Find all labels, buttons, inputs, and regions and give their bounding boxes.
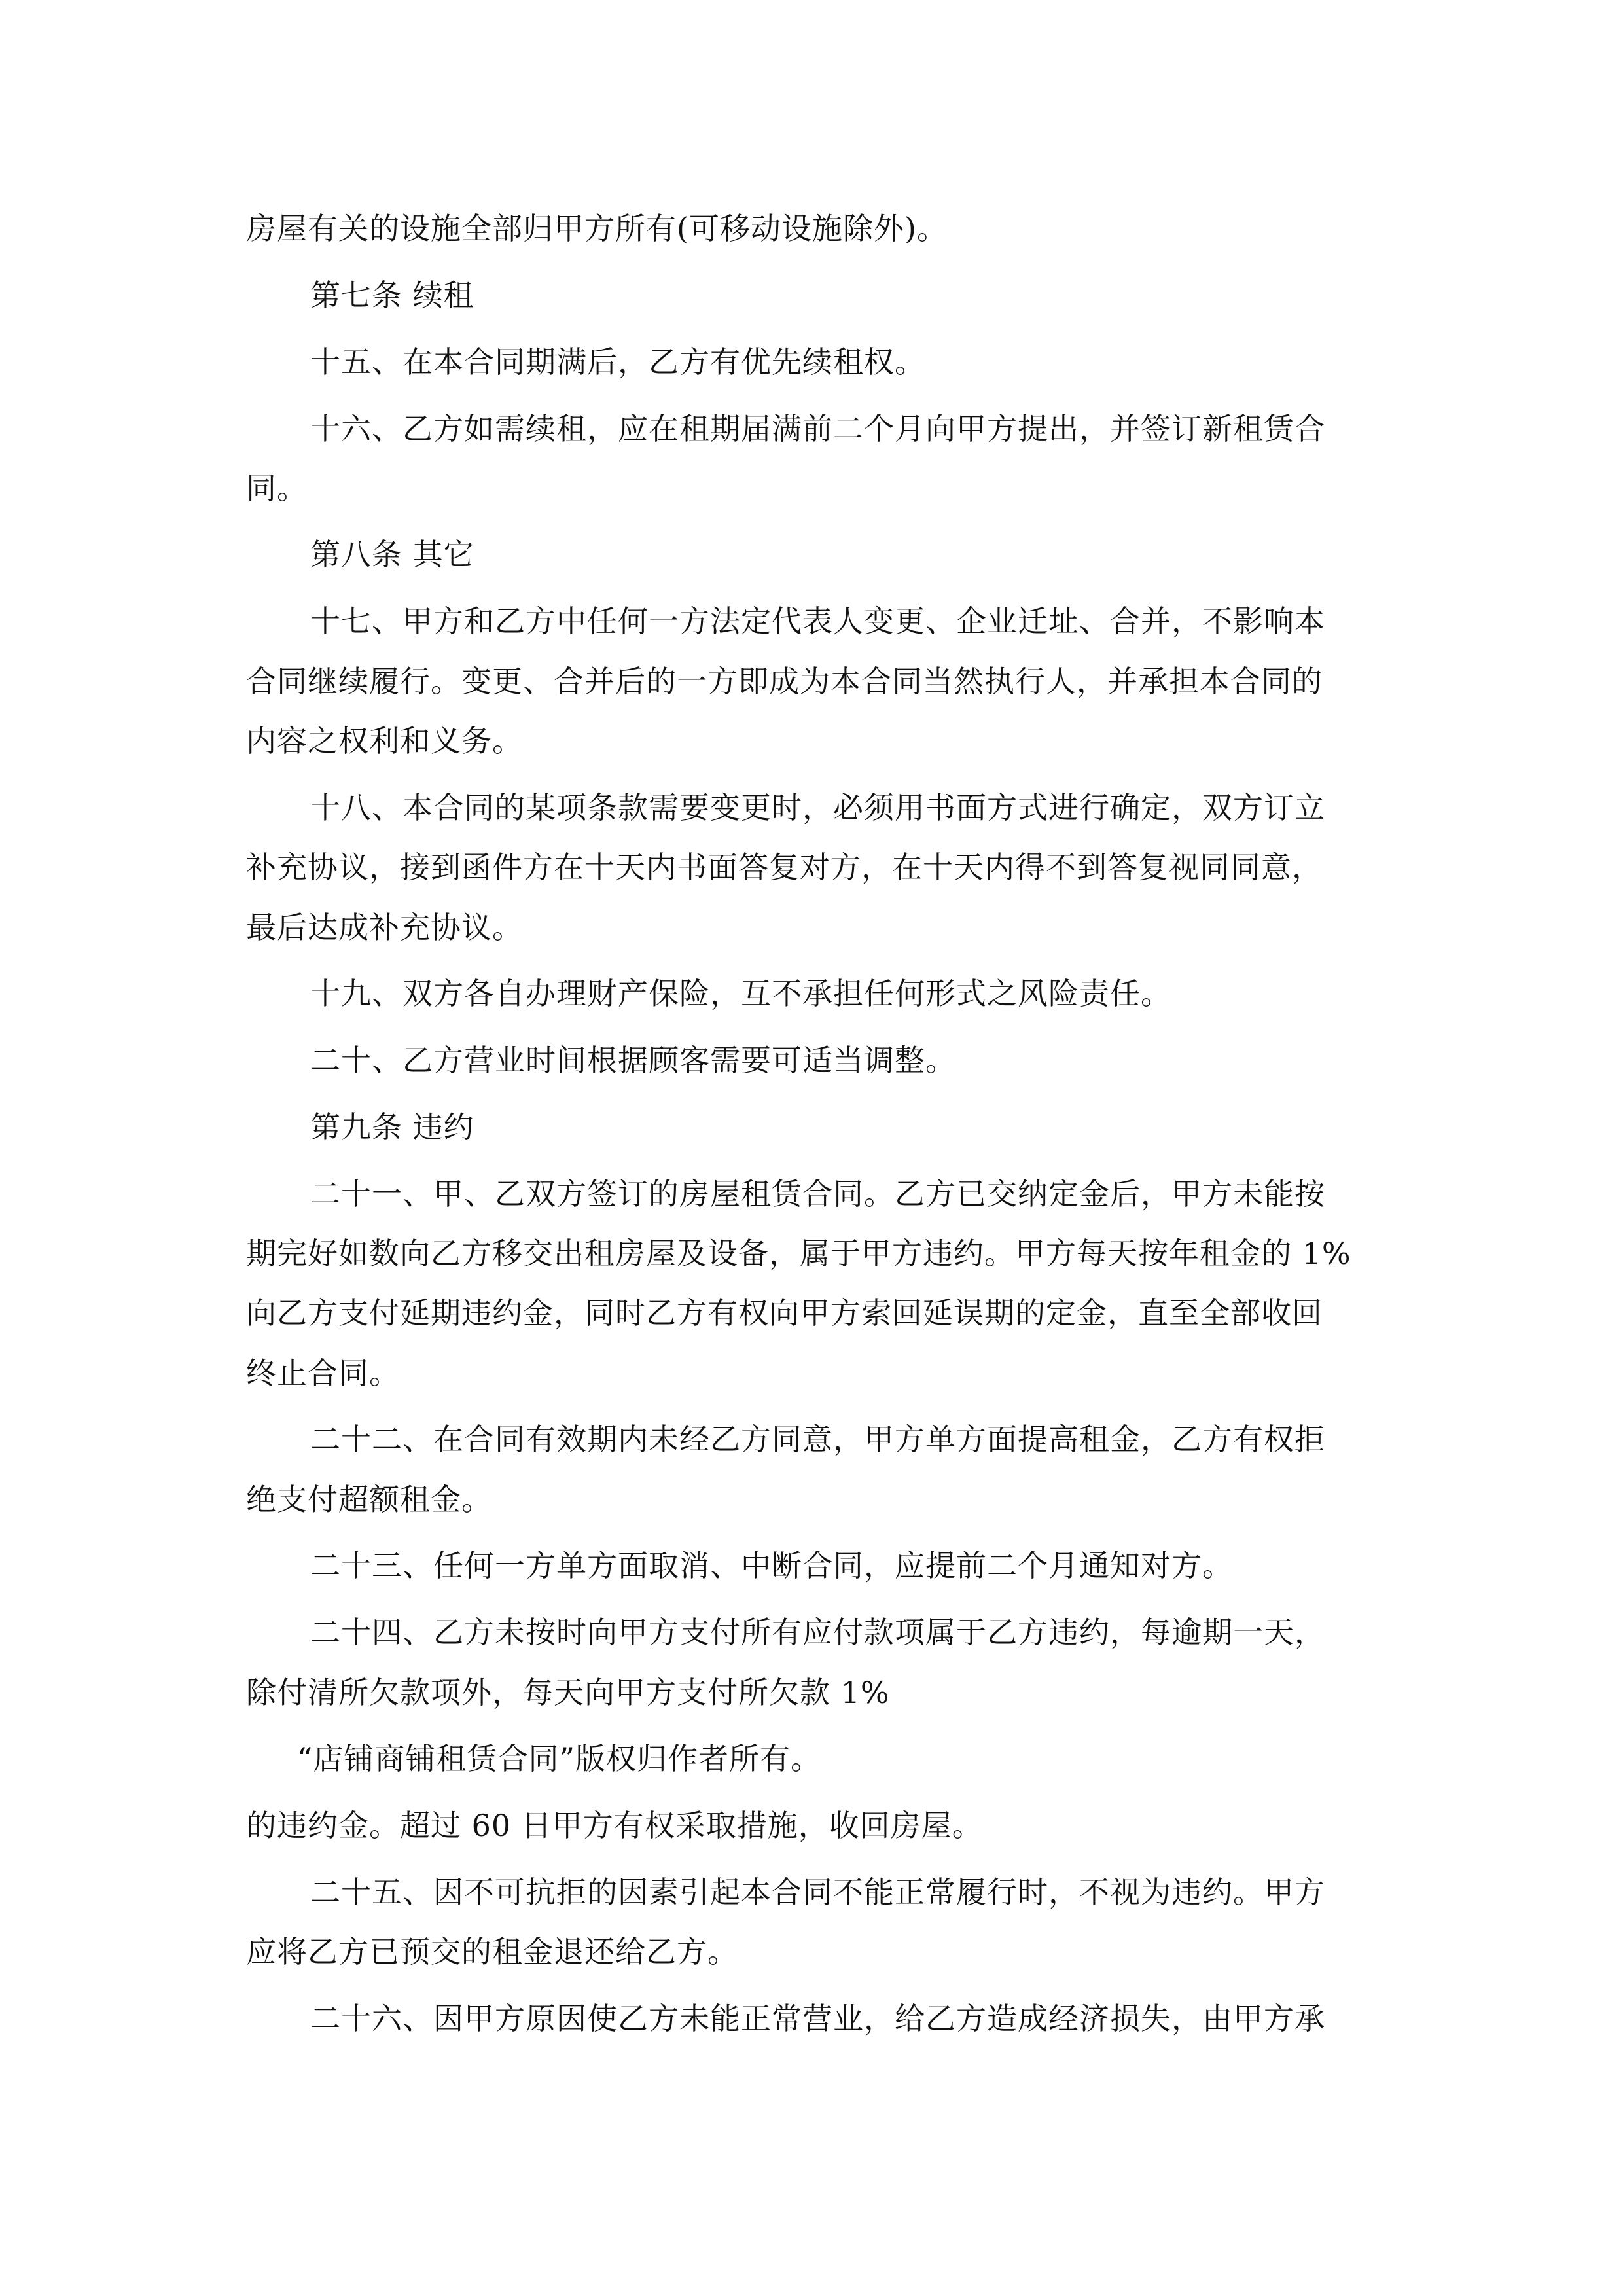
text-line: 期完好如数向乙方移交出租房屋及设备，属于甲方违约。甲方每天按年租金的 1% — [246, 1236, 1351, 1271]
text-line: 除付清所欠款项外，每天向甲方支付所欠款 1% — [246, 1675, 890, 1710]
text-line: 房屋有关的设施全部归甲方所有(可移动设施除外)。 — [246, 211, 948, 246]
text-line: 十九、双方各自办理财产保险，互不承担任何形式之风险责任。 — [310, 976, 1171, 1011]
text-line: 同。 — [246, 471, 308, 506]
text-line: 二十、乙方营业时间根据顾客需要可适当调整。 — [310, 1043, 956, 1078]
text-line: 二十五、因不可抗拒的因素引起本合同不能正常履行时，不视为违约。甲方 — [310, 1874, 1325, 1910]
text-line: 二十三、任何一方单方面取消、中断合同，应提前二个月通知对方。 — [310, 1548, 1233, 1583]
text-line: 应将乙方已预交的租金退还给乙方。 — [246, 1934, 738, 1969]
text-line: 二十二、在合同有效期内未经乙方同意，甲方单方面提高租金，乙方有权拒 — [310, 1422, 1325, 1457]
article-heading: 第九条 违约 — [310, 1109, 474, 1145]
text-line: 二十六、因甲方原因使乙方未能正常营业，给乙方造成经济损失，由甲方承 — [310, 2001, 1325, 2036]
text-line: 二十四、乙方未按时向甲方支付所有应付款项属于乙方违约，每逾期一天， — [310, 1615, 1325, 1650]
text-line: 的违约金。超过 60 日甲方有权采取措施，收回房屋。 — [246, 1808, 983, 1843]
text-line: 绝支付超额租金。 — [246, 1482, 492, 1517]
text-line: 十六、乙方如需续租，应在租期届满前二个月向甲方提出，并签订新租赁合 — [310, 411, 1325, 446]
text-line: 十七、甲方和乙方中任何一方法定代表人变更、企业迁址、合并，不影响本 — [310, 603, 1325, 639]
text-line: 向乙方支付延期违约金，同时乙方有权向甲方索回延误期的定金，直至全部收回 — [246, 1295, 1323, 1331]
text-line: 终止合同。 — [246, 1355, 400, 1391]
text-line: 内容之权利和义务。 — [246, 723, 523, 759]
text-line: 补充协议，接到函件方在十天内书面答复对方，在十天内得不到答复视同同意， — [246, 850, 1323, 885]
text-line: 十五、在本合同期满后，乙方有优先续租权。 — [310, 344, 925, 380]
text-line: 二十一、甲、乙双方签订的房屋租赁合同。乙方已交纳定金后，甲方未能按 — [310, 1176, 1325, 1211]
text-line: 合同继续履行。变更、合并后的一方即成为本合同当然执行人，并承担本合同的 — [246, 664, 1323, 699]
article-heading: 第八条 其它 — [310, 537, 474, 572]
copyright-notice: “店铺商铺租赁合同”版权归作者所有。 — [297, 1741, 822, 1776]
text-line: 十八、本合同的某项条款需要变更时，必须用书面方式进行确定，双方订立 — [310, 790, 1325, 825]
article-heading: 第七条 续租 — [310, 278, 474, 313]
text-line: 最后达成补充协议。 — [246, 910, 523, 945]
